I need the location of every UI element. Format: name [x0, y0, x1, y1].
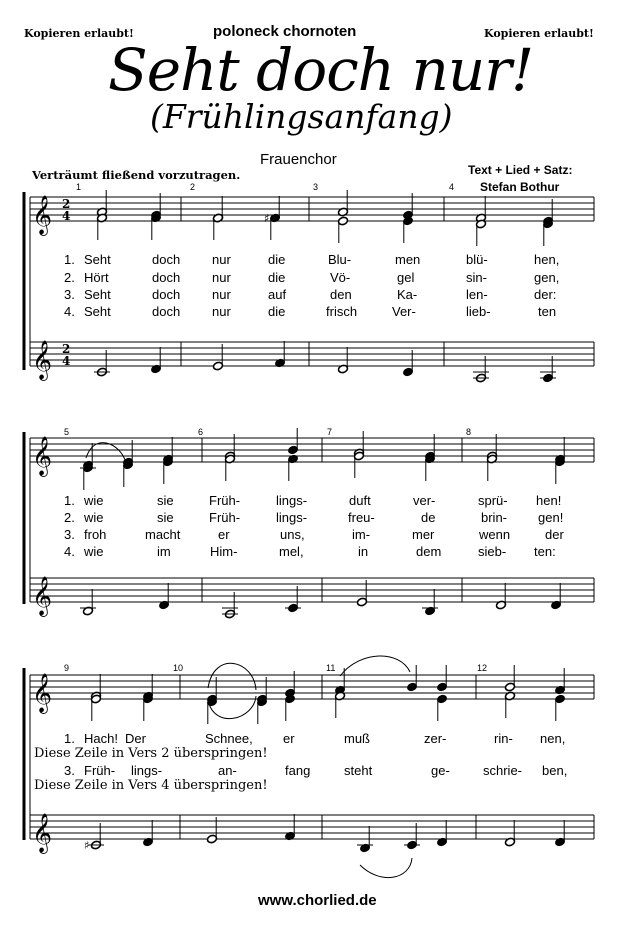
lyric-syllable: er [218, 527, 230, 542]
time-signature-top: 2 [62, 342, 71, 356]
lyric-syllable: Der [125, 731, 146, 746]
lyric-syllable: Ka- [397, 287, 418, 302]
copy-permission-left: Kopieren erlaubt! [24, 27, 134, 40]
lyric-syllable: wie [84, 510, 104, 525]
lyric-syllable: sie [157, 493, 174, 508]
lyric-syllable: blü- [466, 252, 488, 267]
lyric-syllable: doch [152, 304, 181, 319]
lyric-syllable: doch [152, 287, 181, 302]
lyric-syllable: len- [466, 287, 488, 302]
measure-number: 7 [327, 427, 333, 437]
lyric-syllable: nur [212, 270, 231, 285]
skip-instruction: Diese Zeile in Vers 2 überspringen! [34, 746, 268, 761]
tempo-marking: Verträumt fließend vorzutragen. [32, 168, 241, 182]
lyric-syllable: nur [212, 252, 231, 267]
lyric-syllable: duft [349, 493, 371, 508]
time-signature-top: 2 [62, 197, 71, 211]
lyric-syllable: sin- [466, 270, 487, 285]
credit-line-2: Stefan Bothur [480, 180, 560, 194]
lyric-syllable: wie [84, 544, 104, 559]
verse-number: 3. [64, 763, 75, 778]
lyric-syllable: Früh- [84, 763, 116, 778]
lyric-syllable: fang [285, 763, 311, 778]
lyric-syllable: brin- [481, 510, 508, 525]
measure-number: 6 [198, 427, 204, 437]
lyric-syllable: Früh- [209, 493, 241, 508]
lyric-syllable: lings- [131, 763, 163, 778]
lyric-syllable: nen, [540, 731, 566, 746]
lyric-syllable: Him- [210, 544, 238, 559]
treble-clef-icon: 𝄞 [32, 673, 53, 713]
lyric-syllable: mel, [279, 544, 304, 559]
song-subtitle: (Frühlingsanfang) [150, 97, 453, 136]
lyric-syllable: Ver- [392, 304, 416, 319]
lyric-syllable: Hört [84, 270, 109, 285]
lyric-syllable: Früh- [209, 510, 241, 525]
staff-s1-lower [30, 340, 594, 381]
lyric-syllable: schrie- [483, 763, 523, 778]
lyric-syllable: den [330, 287, 352, 302]
sharp-icon: ♯ [84, 839, 90, 852]
treble-clef-icon: 𝄞 [32, 195, 53, 235]
slur-arc [208, 663, 256, 690]
measure-number: 9 [64, 663, 70, 673]
treble-clef-icon: 𝄞 [32, 576, 53, 616]
measure-number: 11 [326, 663, 336, 673]
measure-number: 2 [190, 182, 196, 192]
lyric-syllable: gen, [534, 270, 560, 285]
lyric-syllable: freu- [348, 510, 375, 525]
verse-number: 3. [64, 527, 75, 542]
verse-number: 3. [64, 287, 75, 302]
lyric-syllable: an- [218, 763, 237, 778]
lyric-syllable: Vö- [330, 270, 351, 285]
lyric-syllable: Blu- [328, 252, 352, 267]
measure-number: 10 [173, 663, 184, 673]
lyric-syllable: er [283, 731, 295, 746]
lyric-syllable: Seht [84, 287, 111, 302]
voicing-label: Frauenchor [260, 151, 337, 168]
lyric-syllable: zer- [424, 731, 447, 746]
time-signature-bottom: 4 [62, 354, 71, 368]
slur-arc [360, 858, 412, 878]
lyric-syllable: doch [152, 270, 181, 285]
lyric-syllable: Hach! [84, 731, 118, 746]
skip-instruction: Diese Zeile in Vers 4 überspringen! [34, 778, 268, 793]
lyric-syllable: im- [352, 527, 371, 542]
lyric-syllable: der [545, 527, 564, 542]
lyric-syllable: nur [212, 304, 231, 319]
lyric-syllable: doch [152, 252, 181, 267]
lyric-syllable: ten: [534, 544, 556, 559]
lyric-syllable: die [268, 304, 286, 319]
lyric-syllable: uns, [280, 527, 305, 542]
lyric-syllable: ver- [413, 493, 436, 508]
lyric-syllable: frisch [326, 304, 358, 319]
staff-s2-lower [30, 576, 594, 617]
verse-number: 1. [64, 731, 75, 746]
lyric-syllable: ben, [542, 763, 568, 778]
sharp-icon: ♯ [264, 212, 270, 225]
publisher-label: poloneck chornoten [213, 23, 357, 40]
lyric-syllable: de [421, 510, 436, 525]
time-signature-bottom: 4 [62, 209, 71, 223]
verse-number: 1. [64, 493, 75, 508]
treble-clef-icon: 𝄞 [32, 813, 53, 853]
lyric-syllable: froh [84, 527, 107, 542]
lyric-syllable: lings- [276, 510, 308, 525]
lyric-syllable: hen, [534, 252, 560, 267]
verse-number: 1. [64, 252, 75, 267]
verse-number: 4. [64, 544, 75, 559]
measure-number: 8 [466, 427, 472, 437]
lyric-syllable: Seht [84, 252, 111, 267]
song-title: Seht doch nur! [108, 36, 534, 104]
lyric-syllable: lieb- [466, 304, 491, 319]
lyric-syllable: Seht [84, 304, 111, 319]
measure-number: 4 [449, 182, 455, 192]
lyric-syllable: sieb- [478, 544, 507, 559]
verse-number: 2. [64, 510, 75, 525]
lyric-syllable: sie [157, 510, 174, 525]
measure-number: 3 [313, 182, 319, 192]
measure-number: 12 [477, 663, 488, 673]
lyric-syllable: auf [268, 287, 287, 302]
lyric-syllable: rin- [494, 731, 513, 746]
lyric-syllable: sprü- [478, 493, 508, 508]
lyric-syllable: im [157, 544, 171, 559]
lyric-syllable: wenn [479, 527, 511, 542]
treble-clef-icon: 𝄞 [32, 436, 53, 476]
lyric-syllable: die [268, 252, 286, 267]
staff-s1-upper [30, 195, 594, 236]
lyric-syllable: dem [416, 544, 442, 559]
treble-clef-icon: 𝄞 [32, 340, 53, 380]
lyric-syllable: men [395, 252, 421, 267]
lyric-syllable: der: [534, 287, 557, 302]
lyric-syllable: in [358, 544, 369, 559]
credit-line-1: Text + Lied + Satz: [468, 163, 573, 177]
lyric-syllable: ge- [431, 763, 450, 778]
lyric-syllable: gen! [538, 510, 564, 525]
footer-website-link[interactable]: www.chorlied.de [258, 892, 377, 909]
lyric-syllable: muß [344, 731, 370, 746]
lyric-syllable: ten [538, 304, 557, 319]
staff-s2-upper [30, 436, 594, 477]
verse-number: 2. [64, 270, 75, 285]
lyric-syllable: die [268, 270, 286, 285]
copy-permission-right: Kopieren erlaubt! [484, 27, 594, 40]
measure-number: 5 [64, 427, 70, 437]
lyric-syllable: hen! [536, 493, 562, 508]
slur-arc [340, 656, 410, 676]
lyric-syllable: gel [397, 270, 415, 285]
lyric-syllable: lings- [276, 493, 308, 508]
verse-number: 4. [64, 304, 75, 319]
staff-s3-lower [30, 813, 594, 854]
lyric-syllable: Schnee, [205, 731, 253, 746]
lyric-syllable: steht [344, 763, 373, 778]
lyric-syllable: macht [145, 527, 181, 542]
lyric-syllable: wie [84, 493, 104, 508]
measure-number: 1 [76, 182, 82, 192]
lyric-syllable: mer [412, 527, 435, 542]
lyric-syllable: nur [212, 287, 231, 302]
